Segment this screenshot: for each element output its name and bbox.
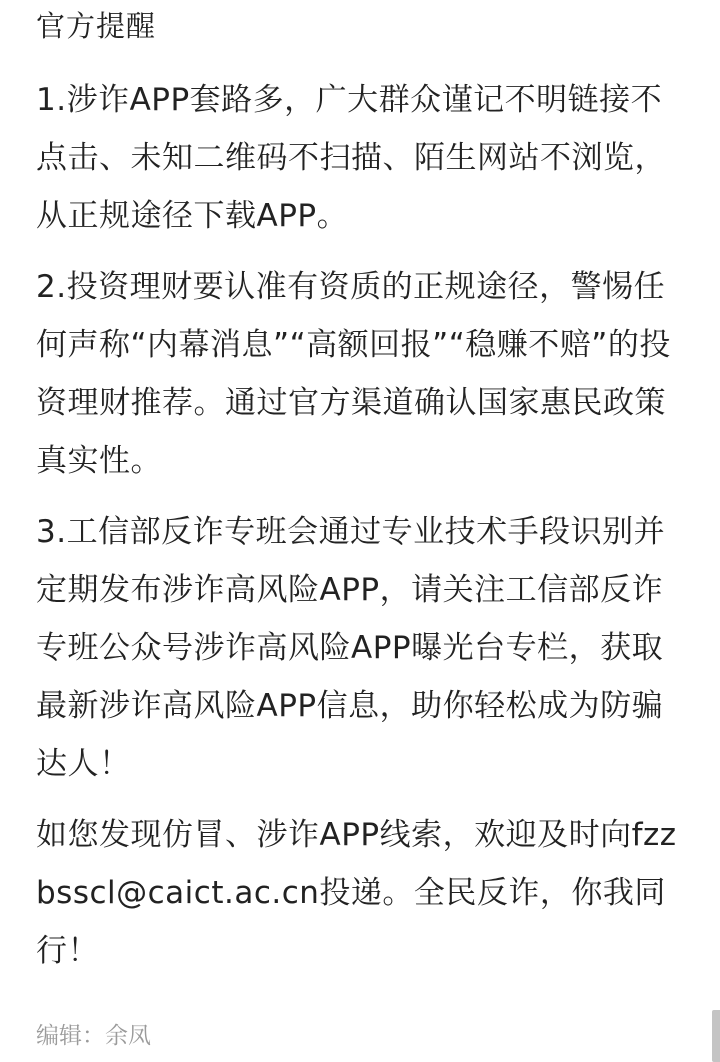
scrollbar-thumb[interactable] — [712, 1010, 720, 1062]
editor-credit: 编辑：余凤 — [36, 1023, 151, 1049]
paragraph-report-contact: 如您发现仿冒、涉诈APP线索，欢迎及时向fzzbsscl@caict.ac.cn投递。全民反诈，你我同行！ — [36, 817, 677, 969]
section-heading: 官方提醒 — [36, 9, 157, 43]
paragraph-app-scam-tips: 1.涉诈APP套路多，广大群众谨记不明链接不点击、未知二维码不扫描、陌生网站不浏览，从正规途径下载APP。 — [36, 82, 666, 234]
article-body — [36, 0, 692, 980]
paragraph-investment-tips: 2.投资理财要认准有资质的正规途径，警惕任何声称“内幕消息”“高额回报”“稳赚不赔”的投资理财推荐。通过官方渠道确认国家惠民政策真实性。 — [36, 269, 671, 479]
paragraph-miit-notice: 3.工信部反诈专班会通过专业技术手段识别并定期发布涉诈高风险APP，请关注工信部反诈专班公众号涉诈高风险APP曝光台专栏，获取最新涉诈高风险APP信息，助你轻松成为防骗达人！ — [36, 514, 666, 782]
